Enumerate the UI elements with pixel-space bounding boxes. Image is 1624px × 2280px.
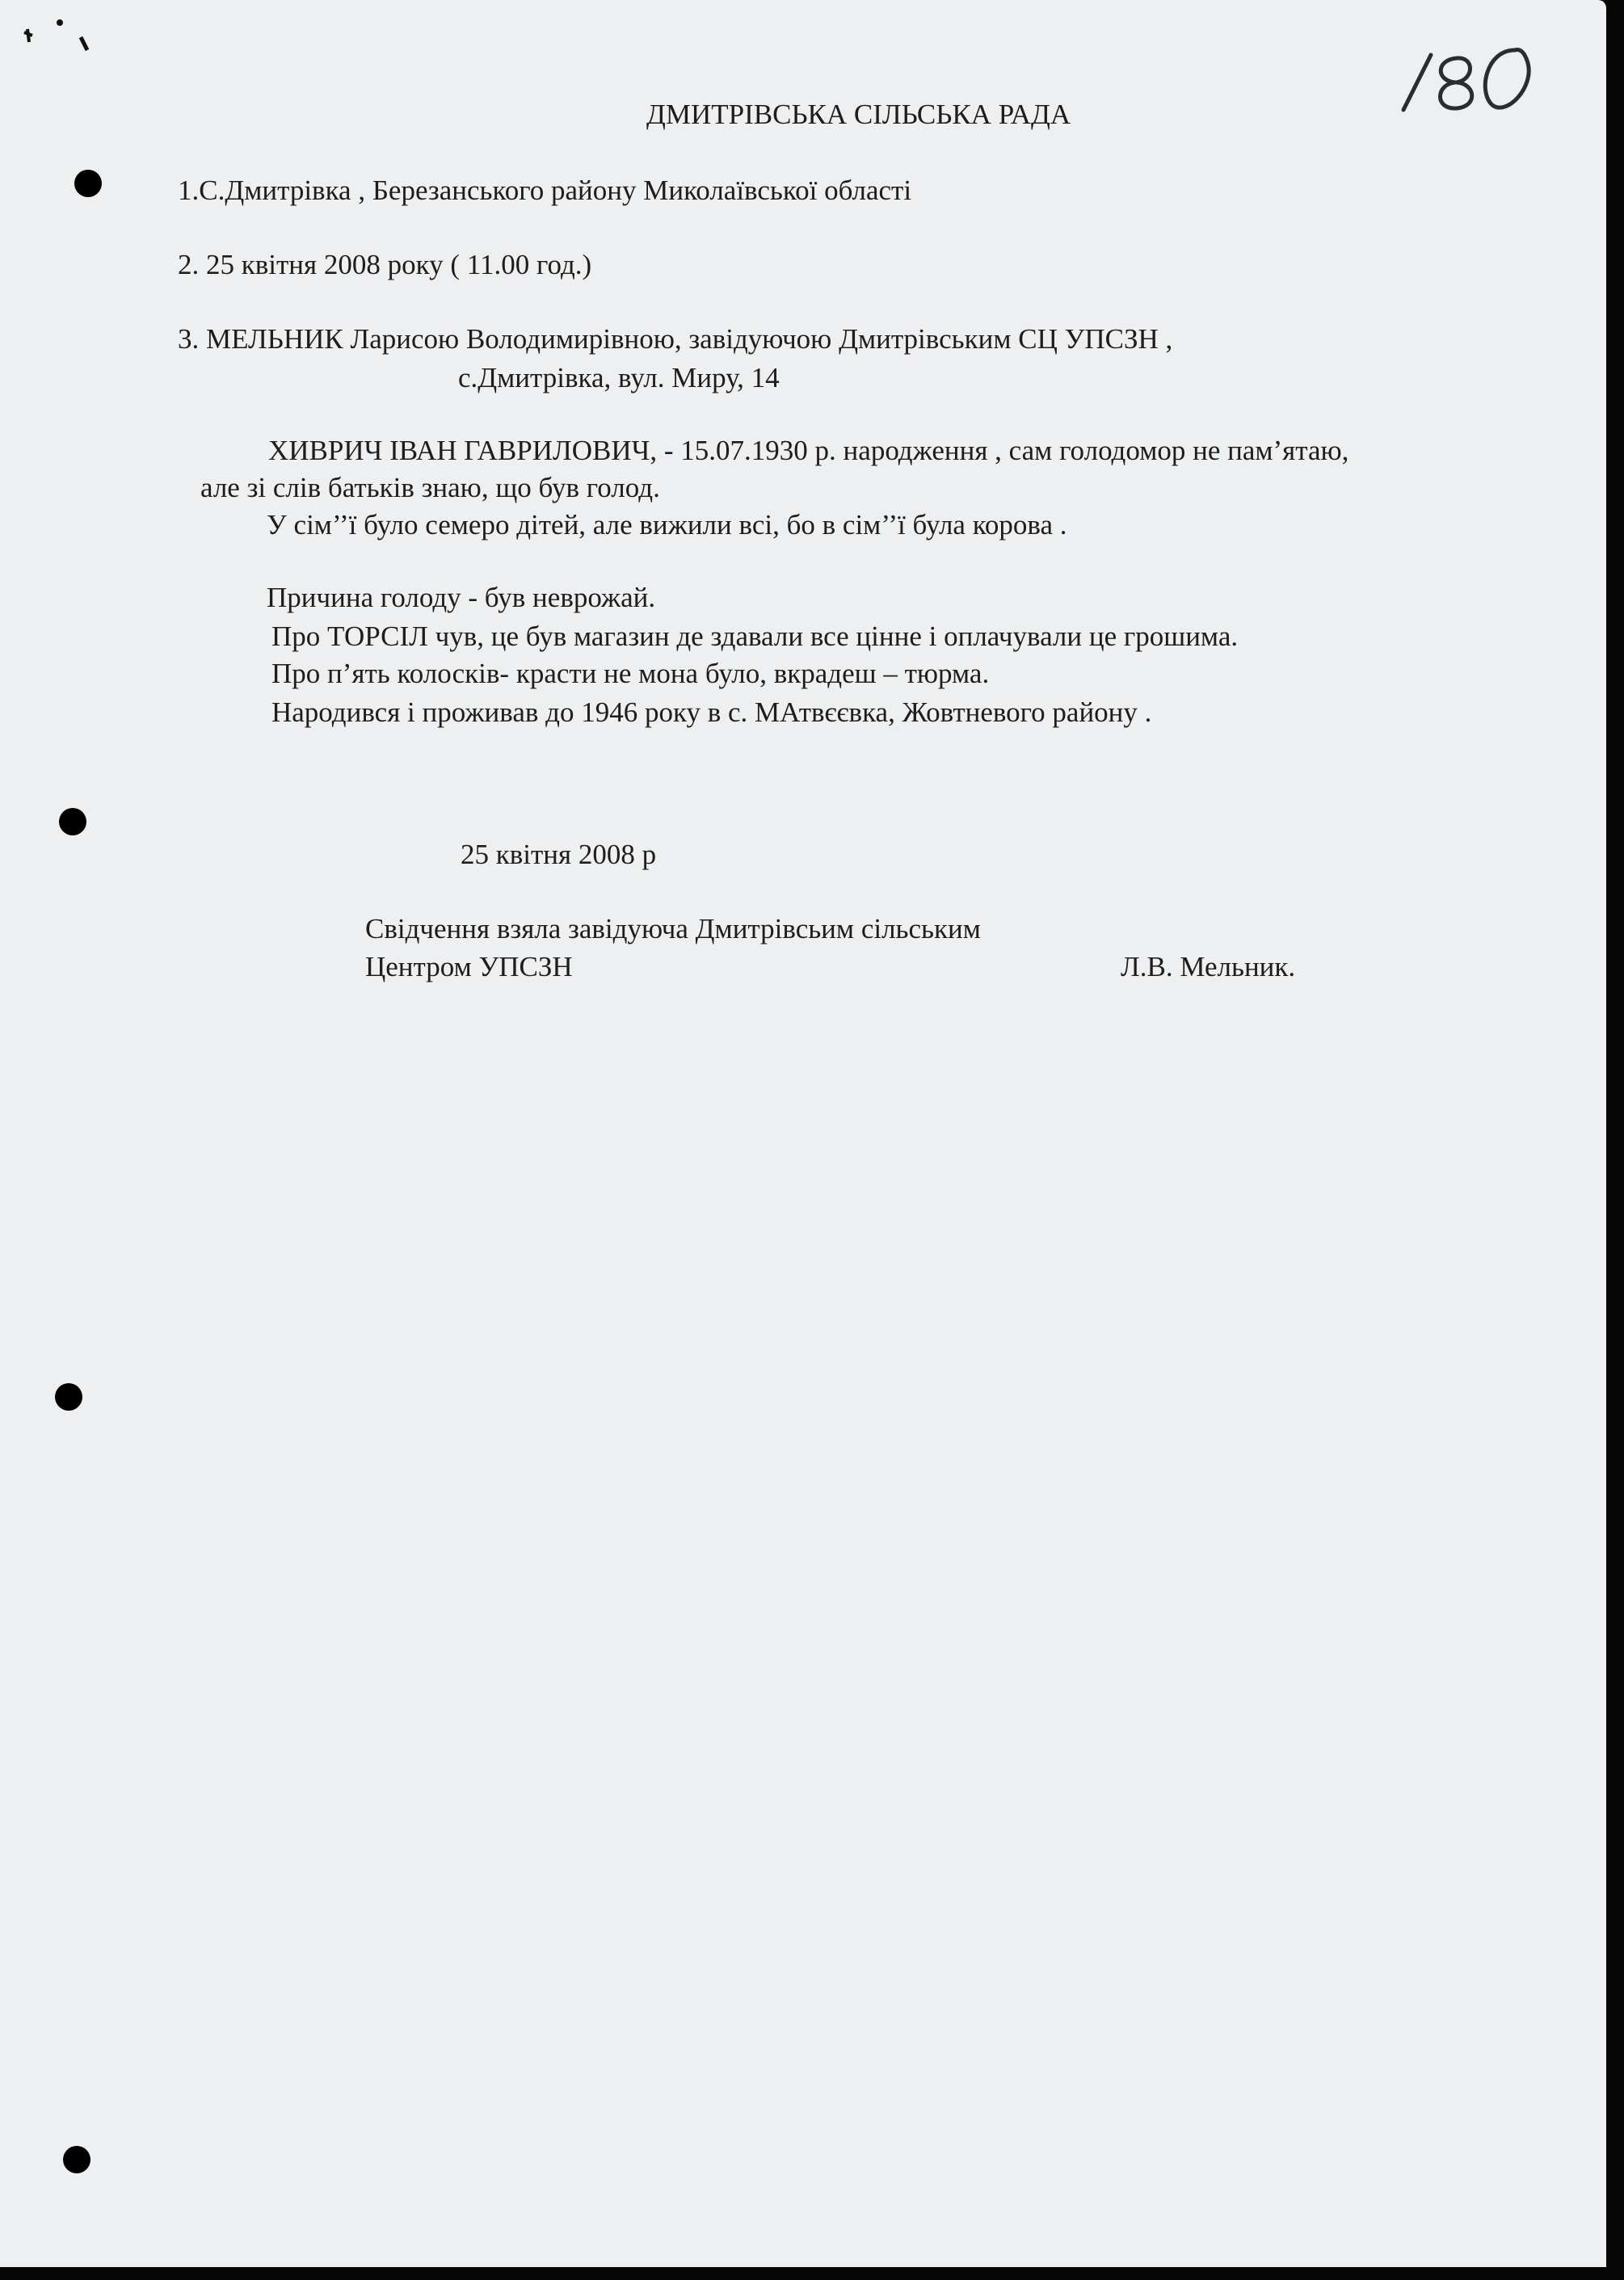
signature-date: 25 квітня 2008 р <box>461 839 657 870</box>
signature-caption-line: Свідчення взяла завідуюча Дмитрівсьим сільським <box>365 913 981 944</box>
svg-text:180: 180 <box>1386 31 1387 32</box>
testimony-line: Про ТОРСІЛ чув, це був магазин де здавали все цінне і оплачували це грошима. <box>271 620 1239 652</box>
signature-caption-line: Центром УПСЗН <box>365 951 573 982</box>
recorder-address-line: с.Дмитрівка, вул. Миру, 14 <box>458 362 780 393</box>
handwritten-page-number <box>1386 31 1539 120</box>
testimony-line: Про п’ять колосків- красти не мона було, вкрадеш – тюрма. <box>271 658 990 689</box>
testimony-line: але зі слів батьків знаю, що був голод. <box>200 472 660 503</box>
punch-hole <box>55 1383 82 1411</box>
testimony-line: У сім’’ї було семеро дітей, але вижили всі, бо в сім’’ї була корова . <box>267 509 1067 541</box>
punch-hole <box>63 2146 90 2173</box>
testimony-line: Народився і проживав до 1946 року в с. МАтвєєвка, Жовтневого району . <box>271 696 1152 728</box>
testimony-line: Причина голоду - був неврожай. <box>267 582 656 613</box>
place-line: 1.С.Дмитрівка , Березанського району Миколаївської області <box>178 175 912 206</box>
punch-hole <box>74 170 102 197</box>
testimony-line: ХИВРИЧ ІВАН ГАВРИЛОВИЧ, - 15.07.1930 р. народження , сам голодомор не пам’ятаю, <box>268 435 1349 466</box>
recorder-line: 3. МЕЛЬНИК Ларисою Володимирівною, завідуючою Дмитрівським СЦ УПСЗН , <box>178 323 1173 355</box>
date-time-line: 2. 25 квітня 2008 року ( 11.00 год.) <box>178 249 592 280</box>
signatory-name: Л.В. Мельник. <box>1121 951 1296 982</box>
corner-ink-mark <box>18 15 99 63</box>
document-title: ДМИТРІВСЬКА СІЛЬСЬКА РАДА <box>646 99 1071 130</box>
punch-hole <box>59 808 86 835</box>
